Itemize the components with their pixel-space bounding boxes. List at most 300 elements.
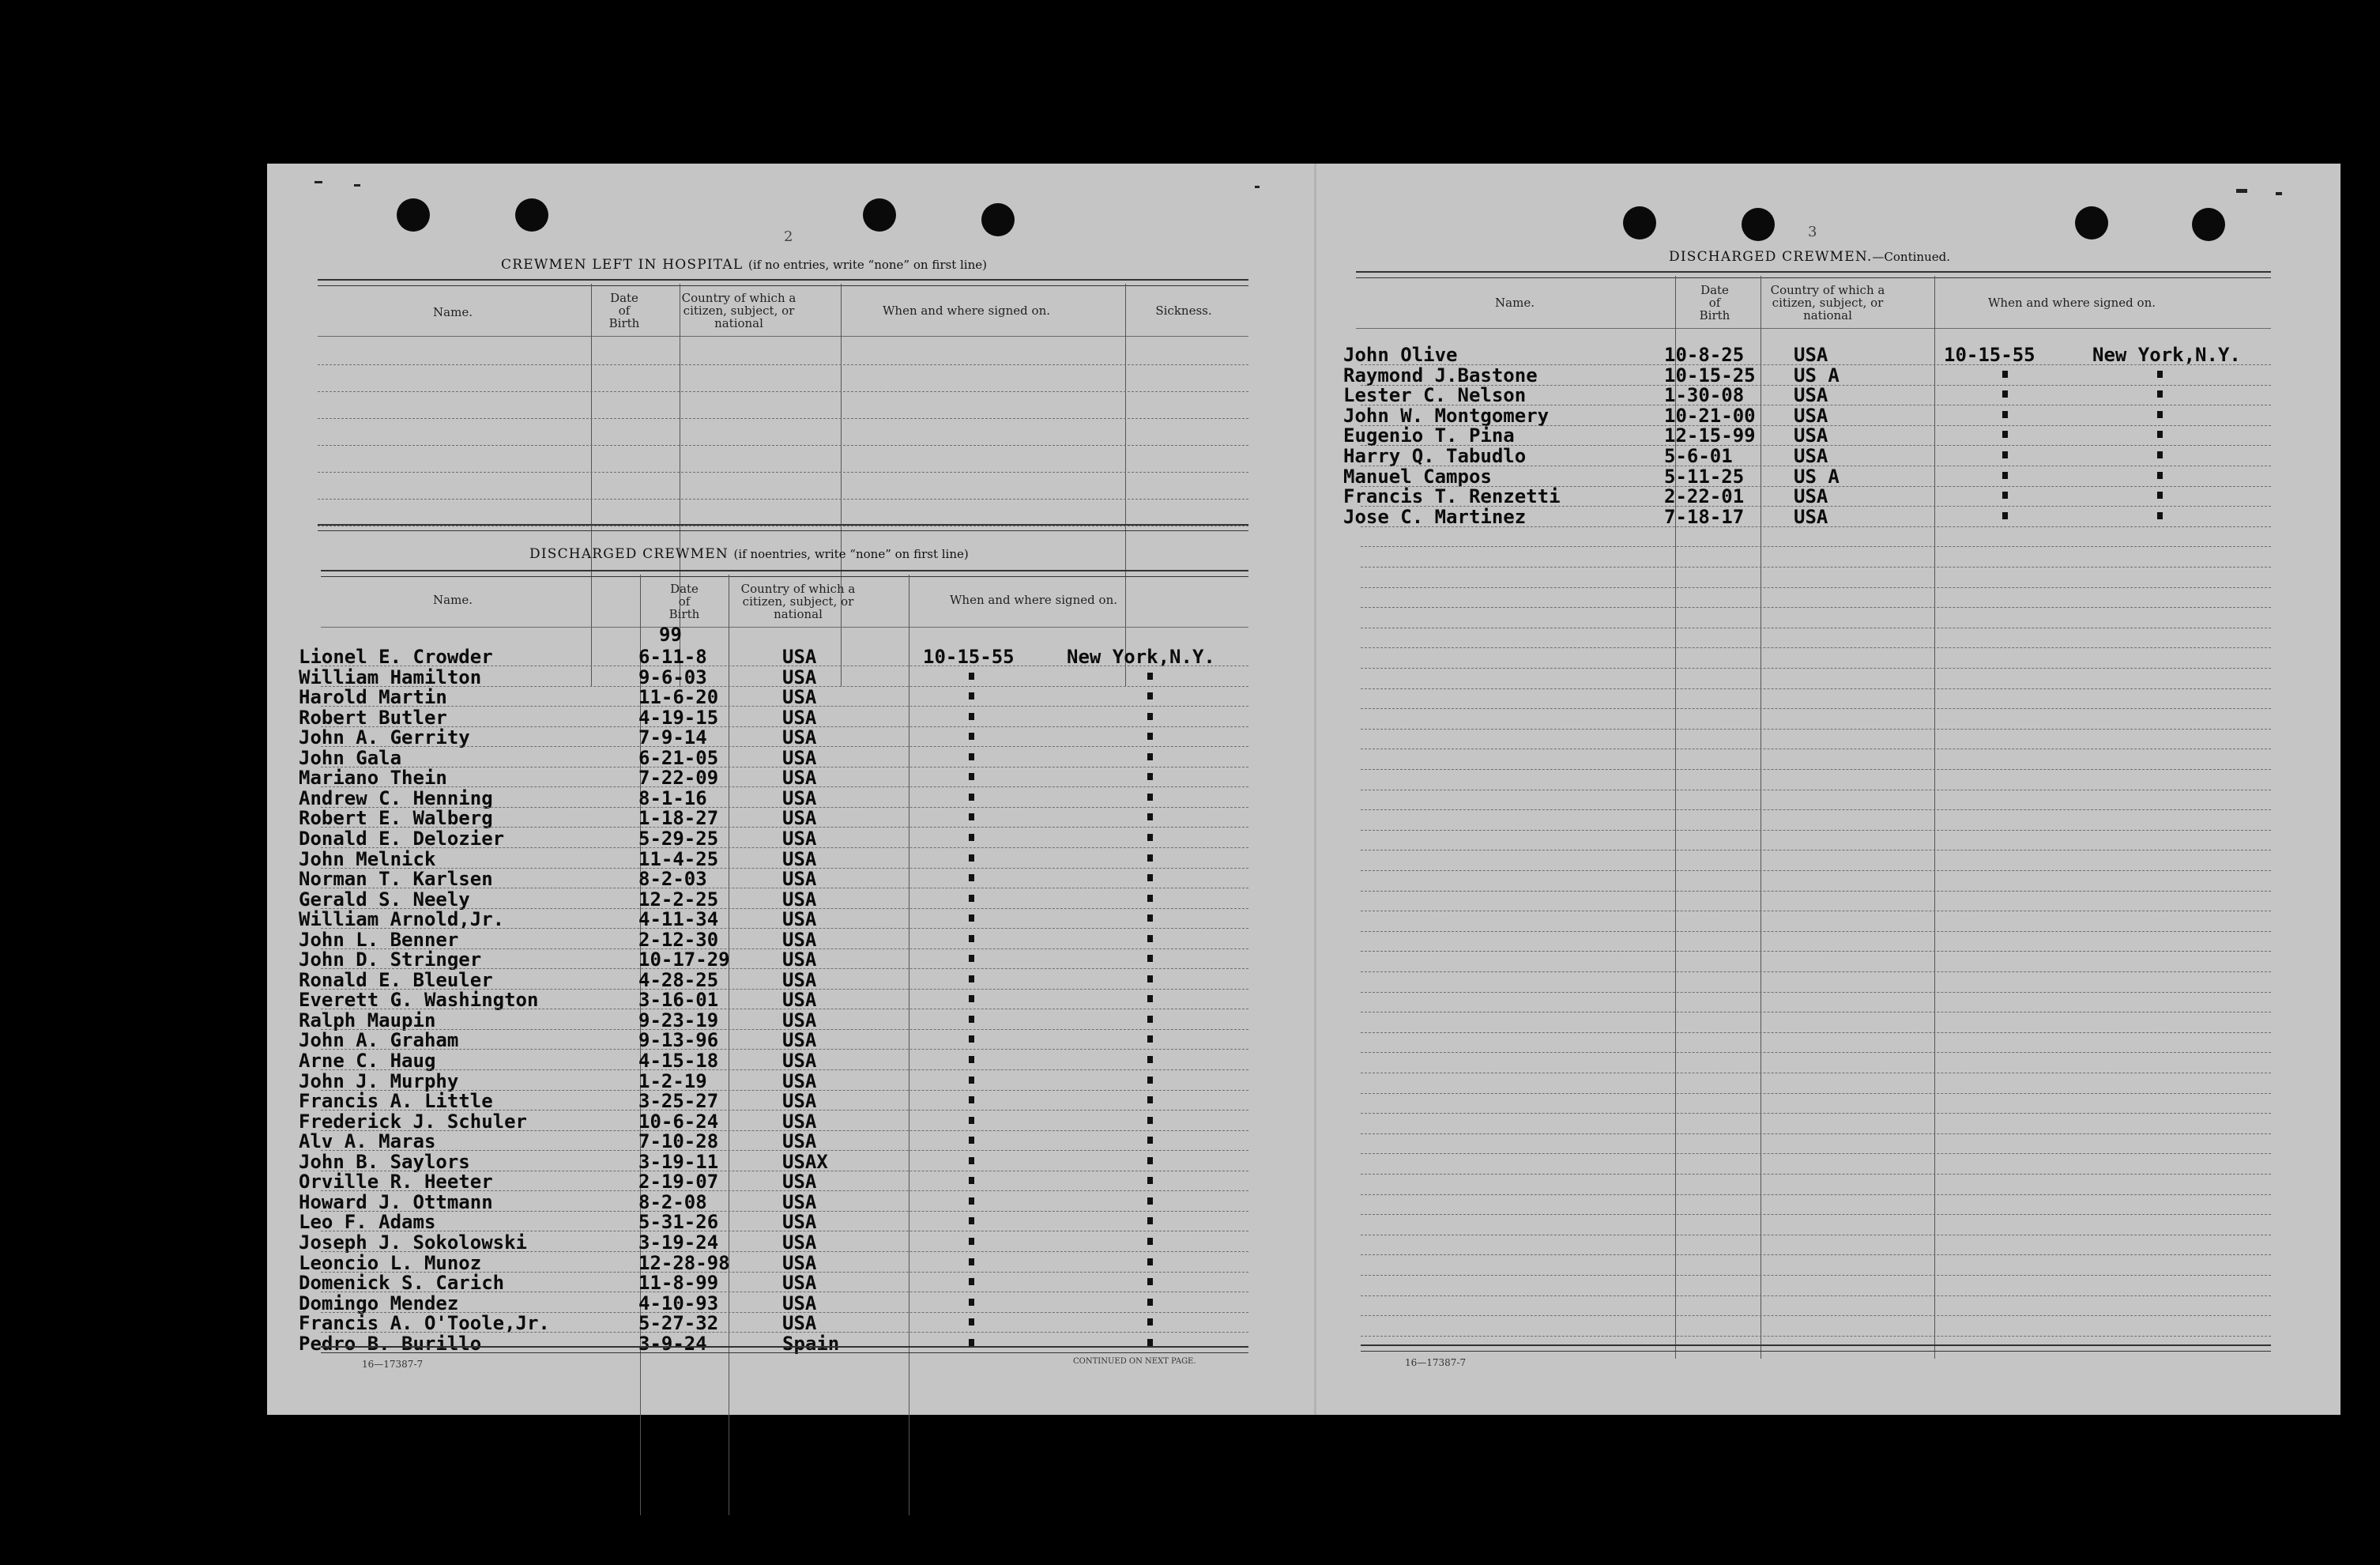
crewman-country: USA <box>782 1009 817 1031</box>
crewman-country: USA <box>782 767 817 789</box>
crewman-name: Ronald E. Bleuler <box>299 969 493 991</box>
table-row <box>267 807 1314 827</box>
crewman-dob: 10-8-25 <box>1664 344 1745 366</box>
row-line <box>1361 1153 2271 1154</box>
crewman-dob: 8-1-16 <box>638 787 707 809</box>
ditto-mark <box>969 773 974 780</box>
ditto-mark <box>2157 512 2163 519</box>
ditto-mark <box>1147 1157 1153 1164</box>
discharged-header-dob: Date of Birth <box>668 582 700 621</box>
table-row <box>267 1211 1314 1231</box>
crewman-name: Domenick S. Carich <box>299 1272 505 1294</box>
crewman-dob: 5-6-01 <box>1664 445 1733 467</box>
ditto-mark <box>1147 955 1153 962</box>
row-line <box>1361 1174 2271 1175</box>
table-row <box>267 747 1314 767</box>
discharged-header-signed: When and where signed on. <box>949 593 1117 607</box>
table-row <box>1316 485 2340 505</box>
crewman-name: Everett G. Washington <box>299 989 539 1011</box>
row-line <box>1361 870 2271 871</box>
ditto-mark <box>969 834 974 841</box>
ditto-mark <box>1147 1197 1153 1205</box>
ditto-mark <box>969 995 974 1002</box>
ditto-mark <box>1147 1096 1153 1103</box>
crewman-country: USA <box>782 787 817 809</box>
crewman-name: Andrew C. Henning <box>299 787 493 809</box>
crewman-country: USA <box>782 989 817 1011</box>
dob-correction: 99 <box>659 624 682 646</box>
crewman-name: Howard J. Ottmann <box>299 1191 493 1213</box>
crewman-name: John Melnick <box>299 848 436 870</box>
ditto-mark <box>2002 451 2008 458</box>
crewman-dob: 7-18-17 <box>1664 506 1745 528</box>
crewman-name: John D. Stringer <box>299 948 482 971</box>
ditto-mark <box>1147 874 1153 881</box>
hospital-header-name: Name. <box>433 305 473 319</box>
crewman-dob: 3-16-01 <box>638 989 719 1011</box>
table-row <box>1316 506 2340 526</box>
row-line <box>1361 1133 2271 1134</box>
table-row <box>267 666 1314 686</box>
table-row <box>267 969 1314 989</box>
ditto-mark <box>2157 411 2163 418</box>
ditto-mark <box>1147 673 1153 680</box>
crewman-country: USA <box>782 969 817 991</box>
row-line <box>1361 506 2271 507</box>
crewman-country: USA <box>782 1292 817 1314</box>
row-line <box>1361 931 2271 932</box>
crewman-country: USA <box>782 1050 817 1072</box>
table-row <box>267 848 1314 868</box>
crewman-country: USA <box>782 1272 817 1294</box>
crewman-name: Orville R. Heeter <box>299 1171 493 1193</box>
crewman-dob: 12-15-99 <box>1664 424 1756 447</box>
crewman-dob: 11-6-20 <box>638 686 719 708</box>
ditto-mark <box>969 895 974 902</box>
row-line <box>1361 1295 2271 1296</box>
crewman-country: USA <box>782 868 817 890</box>
crewman-name: William Hamilton <box>299 666 482 688</box>
crewman-dob: 10-15-25 <box>1664 364 1756 387</box>
ditto-mark <box>1147 1077 1153 1084</box>
table-row <box>267 646 1314 666</box>
crewman-country: US A <box>1794 364 1840 387</box>
ditto-mark <box>1147 995 1153 1002</box>
crewman-dob: 3-19-11 <box>638 1151 719 1173</box>
ditto-mark <box>2002 492 2008 499</box>
crewman-dob: 6-21-05 <box>638 747 719 769</box>
table-row <box>267 828 1314 850</box>
table-row <box>267 1272 1314 1292</box>
crewman-dob: 7-9-14 <box>638 726 707 749</box>
row-line <box>1361 708 2271 709</box>
ditto-mark <box>969 813 974 820</box>
signed-place: New York,N.Y. <box>1067 646 1215 668</box>
crewman-name: Robert Butler <box>299 707 447 729</box>
crewman-country: USA <box>782 666 817 688</box>
table-row <box>1316 344 2340 364</box>
crewman-name: Domingo Mendez <box>299 1292 459 1314</box>
ditto-mark <box>969 692 974 700</box>
table-row <box>267 1070 1314 1090</box>
table-row <box>267 1130 1314 1150</box>
crewman-name: John J. Murphy <box>299 1070 459 1092</box>
crewman-name: Leoncio L. Munoz <box>299 1252 482 1274</box>
ditto-mark <box>969 753 974 760</box>
crewman-dob: 9-6-03 <box>638 666 707 688</box>
crewman-country: USA <box>782 1231 817 1254</box>
crewman-dob: 5-27-32 <box>638 1312 719 1334</box>
crewman-dob: 4-19-15 <box>638 707 719 729</box>
crewman-country: USA <box>782 747 817 769</box>
ditto-mark <box>969 955 974 962</box>
row-line <box>1361 992 2271 993</box>
ditto-mark <box>2002 390 2008 398</box>
table-row <box>1316 466 2340 488</box>
crewman-name: Jose C. Martinez <box>1343 506 1527 528</box>
ditto-mark <box>1147 813 1153 820</box>
crewman-country: USA <box>782 1191 817 1213</box>
ditto-mark <box>969 1238 974 1245</box>
crewman-country: USA <box>782 726 817 749</box>
crewman-dob: 11-8-99 <box>638 1272 719 1294</box>
crewman-dob: 12-28-98 <box>638 1252 730 1274</box>
crewman-name: John Olive <box>1343 344 1458 366</box>
crewman-dob: 8-2-08 <box>638 1191 707 1213</box>
page-number: 2 <box>784 228 793 245</box>
crewman-country: US A <box>1794 466 1840 488</box>
crewman-name: Robert E. Walberg <box>299 807 493 829</box>
ditto-mark <box>969 1137 974 1144</box>
crewman-dob: 2-12-30 <box>638 929 719 951</box>
ditto-mark <box>969 1299 974 1306</box>
crewman-dob: 3-9-24 <box>638 1333 707 1355</box>
crewman-country: USA <box>782 1252 817 1274</box>
row-line <box>1361 647 2271 648</box>
ditto-mark <box>1147 1217 1153 1224</box>
row-line <box>1361 951 2271 952</box>
ditto-mark <box>2157 431 2163 438</box>
crewman-country: USA <box>782 807 817 829</box>
hospital-header-country: Country of which a citizen, subject, or national <box>681 291 796 330</box>
ditto-mark <box>969 1177 974 1184</box>
crewman-dob: 5-29-25 <box>638 828 719 850</box>
ditto-mark <box>2157 451 2163 458</box>
discharged-header-country: Country of which a citizen, subject, or national <box>740 582 856 621</box>
table-row <box>267 929 1314 951</box>
row-line <box>1361 587 2271 588</box>
ditto-mark <box>1147 1056 1153 1063</box>
ditto-mark <box>969 914 974 922</box>
footer-code: 16—17387-7 <box>362 1359 424 1370</box>
crewman-dob: 2-22-01 <box>1664 485 1745 507</box>
crewman-name: Mariano Thein <box>299 767 447 789</box>
crewman-dob: 4-15-18 <box>638 1050 719 1072</box>
crewman-country: USA <box>1794 405 1828 427</box>
crewman-country: USA <box>782 707 817 729</box>
crewman-name: Leo F. Adams <box>299 1211 436 1233</box>
crewman-name: Alv A. Maras <box>299 1130 436 1152</box>
table-row <box>1316 405 2340 427</box>
crewman-name: Lester C. Nelson <box>1343 384 1527 406</box>
table-row <box>1316 424 2340 447</box>
crewman-country: USA <box>782 1211 817 1233</box>
crewman-country: USA <box>782 828 817 850</box>
table-row <box>1316 445 2340 465</box>
ditto-mark <box>2002 512 2008 519</box>
ditto-mark <box>2157 390 2163 398</box>
crewman-name: John W. Montgomery <box>1343 405 1550 427</box>
crewman-name: William Arnold,Jr. <box>299 908 505 930</box>
ditto-mark <box>1147 1299 1153 1306</box>
ditto-mark <box>969 673 974 680</box>
crewman-dob: 5-11-25 <box>1664 466 1745 488</box>
ditto-mark <box>969 1077 974 1084</box>
crewman-name: Joseph J. Sokolowski <box>299 1231 527 1254</box>
ditto-mark <box>1147 794 1153 801</box>
discharged-continued-title: DISCHARGED CREWMEN.—Continued. <box>1669 249 1950 265</box>
hospital-header-sickness: Sickness. <box>1155 304 1212 318</box>
table-row <box>267 1029 1314 1049</box>
table-row <box>267 1171 1314 1193</box>
crewman-name: Francis T. Renzetti <box>1343 485 1561 507</box>
signed-date: 10-15-55 <box>923 646 1015 668</box>
ditto-mark <box>969 1217 974 1224</box>
table-row <box>267 707 1314 729</box>
row-line <box>1361 688 2271 689</box>
crewman-name: Ralph Maupin <box>299 1009 436 1031</box>
ditto-mark <box>2157 371 2163 378</box>
crewman-name: Pedro B. Burillo <box>299 1333 482 1355</box>
crewman-country: USA <box>1794 485 1828 507</box>
table-row <box>267 1191 1314 1211</box>
ditto-mark <box>2002 472 2008 479</box>
table-row <box>267 686 1314 706</box>
ditto-mark <box>1147 733 1153 740</box>
footer-code: 16—17387-7 <box>1405 1357 1467 1368</box>
left-page <box>267 164 1314 1415</box>
empty-row-line <box>318 418 1248 419</box>
row-line <box>1361 546 2271 547</box>
ditto-mark <box>1147 914 1153 922</box>
crewman-name: Gerald S. Neely <box>299 888 470 911</box>
ditto-mark <box>969 1117 974 1124</box>
crewman-name: Francis A. O'Toole,Jr. <box>299 1312 550 1334</box>
crewman-name: Harold Martin <box>299 686 447 708</box>
row-line <box>1361 1194 2271 1195</box>
ditto-mark <box>1147 1318 1153 1326</box>
ditto-mark <box>969 874 974 881</box>
row-line <box>1361 1113 2271 1114</box>
crewman-dob: 10-21-00 <box>1664 405 1756 427</box>
ditto-mark <box>969 1035 974 1043</box>
ditto-mark <box>969 1258 974 1265</box>
hospital-header-dob: Date of Birth <box>608 291 640 330</box>
ditto-mark <box>969 1157 974 1164</box>
row-line <box>1361 729 2271 730</box>
row-line <box>1361 668 2271 669</box>
crewman-dob: 6-11-8 <box>638 646 707 668</box>
crewman-dob: 12-2-25 <box>638 888 719 911</box>
ditto-mark <box>1147 713 1153 720</box>
ditto-mark <box>969 1197 974 1205</box>
ditto-mark <box>969 713 974 720</box>
table-row <box>1316 384 2340 404</box>
empty-row-line <box>318 391 1248 392</box>
crewman-country: USA <box>782 1029 817 1051</box>
right-header-name: Name. <box>1495 296 1535 310</box>
row-line <box>1361 1315 2271 1316</box>
crewman-country: USA <box>782 1312 817 1334</box>
ledger-sheet <box>267 164 2340 1415</box>
row-line <box>1361 385 2271 386</box>
row-line <box>1361 607 2271 608</box>
table-row <box>267 1252 1314 1272</box>
crewman-dob: 8-2-03 <box>638 868 707 890</box>
row-line <box>1361 1032 2271 1033</box>
right-header-signed: When and where signed on. <box>1987 296 2156 310</box>
table-row <box>267 1312 1314 1332</box>
ditto-mark <box>2157 472 2163 479</box>
row-line <box>1361 809 2271 810</box>
table-row <box>267 767 1314 789</box>
right-header-country: Country of which a citizen, subject, or national <box>1770 283 1885 322</box>
row-line <box>1361 1093 2271 1094</box>
crewman-dob: 9-23-19 <box>638 1009 719 1031</box>
crewman-country: USA <box>782 686 817 708</box>
table-row <box>267 1111 1314 1133</box>
ditto-mark <box>969 1056 974 1063</box>
crewman-dob: 4-11-34 <box>638 908 719 930</box>
ditto-mark <box>969 1278 974 1285</box>
row-line <box>1361 971 2271 972</box>
crewman-dob: 3-25-27 <box>638 1090 719 1112</box>
signed-place: New York,N.Y. <box>2092 344 2241 366</box>
crewman-country: USA <box>782 929 817 951</box>
row-line <box>1361 1214 2271 1215</box>
crewman-name: John A. Graham <box>299 1029 459 1051</box>
ditto-mark <box>1147 1238 1153 1245</box>
crewman-name: Frederick J. Schuler <box>299 1111 527 1133</box>
ditto-mark <box>969 1339 974 1346</box>
discharged-header-name: Name. <box>433 593 473 607</box>
table-row <box>267 787 1314 807</box>
ditto-mark <box>2002 431 2008 438</box>
ditto-mark <box>1147 1035 1153 1043</box>
crewman-dob: 5-31-26 <box>638 1211 719 1233</box>
row-line <box>1361 486 2271 487</box>
crewman-country: USA <box>782 848 817 870</box>
crewman-country: USA <box>782 1111 817 1133</box>
crewman-dob: 11-4-25 <box>638 848 719 870</box>
ditto-mark <box>1147 1137 1153 1144</box>
page-number: 3 <box>1808 224 1817 240</box>
table-row <box>267 888 1314 911</box>
crewman-name: John Gala <box>299 747 402 769</box>
ditto-mark <box>2002 371 2008 378</box>
crewman-dob: 1-30-08 <box>1664 384 1745 406</box>
table-row <box>267 1231 1314 1254</box>
row-line <box>1361 830 2271 831</box>
row-line <box>1361 364 2271 365</box>
crewman-country: USA <box>1794 424 1828 447</box>
crewman-dob: 4-28-25 <box>638 969 719 991</box>
crewman-country: Spain <box>782 1333 840 1355</box>
crewman-country: USA <box>782 1090 817 1112</box>
table-row <box>267 726 1314 749</box>
ditto-mark <box>1147 1339 1153 1346</box>
ditto-mark <box>969 794 974 801</box>
ditto-mark <box>1147 1177 1153 1184</box>
crewman-country: USA <box>782 1130 817 1152</box>
row-line <box>1361 1012 2271 1013</box>
crewman-name: Manuel Campos <box>1343 466 1492 488</box>
crewman-name: Eugenio T. Pina <box>1343 424 1515 447</box>
row-line <box>1361 425 2271 426</box>
crewman-name: Francis A. Little <box>299 1090 493 1112</box>
table-row <box>267 1009 1314 1029</box>
crewman-dob: 10-6-24 <box>638 1111 719 1133</box>
ditto-mark <box>1147 692 1153 700</box>
crewman-country: USA <box>782 1070 817 1092</box>
ditto-mark <box>1147 895 1153 902</box>
hospital-header-signed: When and where signed on. <box>882 304 1050 318</box>
crewman-country: USA <box>782 888 817 911</box>
crewman-dob: 2-19-07 <box>638 1171 719 1193</box>
crewman-name: Harry Q. Tabudlo <box>1343 445 1527 467</box>
ditto-mark <box>1147 1258 1153 1265</box>
ditto-mark <box>1147 975 1153 982</box>
crewman-name: John A. Gerrity <box>299 726 470 749</box>
row-line <box>1361 891 2271 892</box>
crewman-dob: 10-17-29 <box>638 948 730 971</box>
ditto-mark <box>1147 935 1153 942</box>
table-row <box>267 1292 1314 1312</box>
table-row <box>1316 364 2340 387</box>
table-row <box>267 948 1314 971</box>
crewman-dob: 3-19-24 <box>638 1231 719 1254</box>
ditto-mark <box>1147 773 1153 780</box>
crewman-name: Arne C. Haug <box>299 1050 436 1072</box>
crewman-country: USA <box>782 908 817 930</box>
ditto-mark <box>1147 854 1153 862</box>
ditto-mark <box>969 935 974 942</box>
row-line <box>1361 1336 2271 1337</box>
empty-row-line <box>318 364 1248 365</box>
crewman-name: Lionel E. Crowder <box>299 646 493 668</box>
crewman-dob: 7-22-09 <box>638 767 719 789</box>
ditto-mark <box>969 733 974 740</box>
ditto-mark <box>969 1318 974 1326</box>
table-row <box>267 1151 1314 1171</box>
crewman-name: Donald E. Delozier <box>299 828 505 850</box>
empty-row-line <box>318 499 1248 500</box>
crewman-country: USA <box>782 646 817 668</box>
right-page <box>1316 164 2340 1415</box>
signed-date: 10-15-55 <box>1944 344 2035 366</box>
crewman-name: John L. Benner <box>299 929 459 951</box>
right-header-dob: Date of Birth <box>1699 283 1730 322</box>
table-row <box>267 1090 1314 1110</box>
ditto-mark <box>969 975 974 982</box>
ditto-mark <box>1147 753 1153 760</box>
crewman-dob: 9-13-96 <box>638 1029 719 1051</box>
row-line <box>1361 1254 2271 1255</box>
crewman-name: John B. Saylors <box>299 1151 470 1173</box>
hospital-section-title: CREWMEN LEFT IN HOSPITAL (if no entries, write “none” on first line) <box>501 257 987 273</box>
crewman-name: Raymond J.Bastone <box>1343 364 1538 387</box>
row-line <box>1361 526 2271 527</box>
